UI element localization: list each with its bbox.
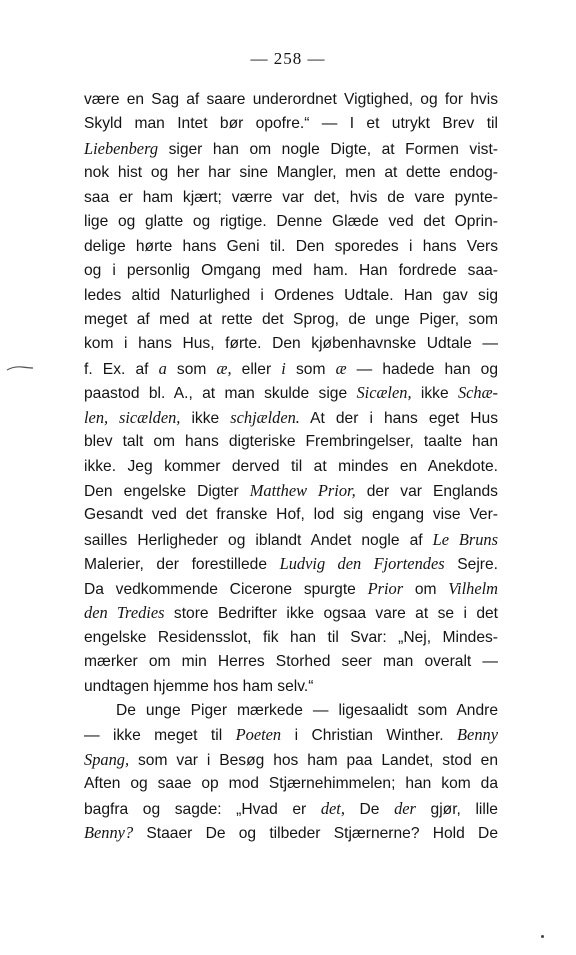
text-segment: Den engelske Digter bbox=[84, 483, 250, 500]
text-segment: være en Sag af saare underordnet Vigtighed, og for hvis bbox=[84, 91, 498, 108]
text-line bbox=[84, 626, 498, 650]
text-line bbox=[84, 552, 498, 576]
text-segment: meget af med at rette det Sprog, de unge Piger, som bbox=[84, 310, 498, 328]
text-segment: der var Englands bbox=[355, 483, 498, 500]
text-line bbox=[84, 675, 498, 699]
text-segment: Aften og saae op mod Stjærnehimmelen; han kom da bbox=[84, 775, 498, 793]
text-segment: lige og glatte og rigtige. Denne Glæde ved det Oprin- bbox=[84, 213, 498, 231]
text-segment: gjør, lille bbox=[415, 800, 498, 818]
text-line bbox=[84, 650, 498, 674]
text-segment: nok hist og her har sine Mangler, men at dette endog- bbox=[84, 164, 498, 182]
text-segment: delige hørte hans Geni til. Den sporedes i hans Vers bbox=[84, 237, 498, 255]
text-segment: De bbox=[344, 800, 395, 818]
paper-speck bbox=[541, 935, 544, 938]
text-line bbox=[84, 357, 498, 381]
text-line bbox=[84, 210, 498, 234]
text-segment: store Bedrifter ikke ogsaa vare at se i det bbox=[164, 605, 499, 623]
text-segment: sailles Herligheder og iblandt Andet nogle af bbox=[84, 531, 433, 549]
text-line bbox=[84, 821, 498, 845]
text-segment: siger han om nogle Digte, at Formen vist- bbox=[158, 140, 498, 158]
text-segment: Malerier, der forestillede bbox=[84, 556, 280, 574]
italic-name: Liebenberg bbox=[84, 138, 159, 158]
text-segment: f. Ex. af bbox=[84, 360, 159, 378]
text-segment: som bbox=[285, 360, 336, 378]
italic-name: schjælden. bbox=[230, 407, 300, 427]
text-line bbox=[84, 577, 498, 601]
text-segment: eller bbox=[231, 360, 282, 378]
text-line bbox=[84, 88, 498, 112]
page-number: — 258 — bbox=[250, 49, 326, 68]
text-segment: blev talt om hans digteriske Frembringelser, taalte han bbox=[84, 433, 498, 451]
text-segment: kom i hans Hus, førte. Den kjøbenhavnske Udtale — bbox=[84, 335, 498, 353]
italic-name: len, sicælden, bbox=[84, 407, 181, 427]
italic-name: Sicælen, bbox=[356, 383, 412, 403]
italic-name: Ludvig den Fjortendes bbox=[279, 554, 445, 574]
italic-name: Schæ- bbox=[457, 383, 499, 403]
text-segment: saa er ham kjært; værre var det, hvis de vare pynte- bbox=[84, 188, 498, 206]
text-line bbox=[84, 748, 498, 772]
text-segment: mærker om min Herres Storhed seer man overalt — bbox=[84, 653, 498, 671]
text-segment: Da vedkommende Cicerone spurgte bbox=[84, 580, 368, 598]
italic-name: det, bbox=[320, 798, 345, 818]
italic-name: æ bbox=[335, 358, 347, 378]
italic-name: Le Bruns bbox=[432, 529, 498, 549]
text-segment: undtagen hjemme hos ham selv.“ bbox=[84, 677, 314, 695]
text-line bbox=[84, 284, 498, 308]
italic-name: Prior bbox=[367, 578, 404, 598]
text-line bbox=[84, 723, 498, 747]
text-line bbox=[84, 406, 498, 430]
italic-name: Benny? bbox=[84, 823, 134, 843]
text-segment: paastod bl. A., at man skulde sige bbox=[84, 385, 357, 403]
italic-name: Spang, bbox=[84, 749, 130, 769]
text-segment: — hadede han og bbox=[346, 360, 499, 378]
italic-name: a bbox=[158, 358, 167, 378]
text-segment: engelske Residensslot, fik han til Svar: „Nej, Mindes- bbox=[84, 628, 498, 646]
text-segment: — ikke meget til bbox=[84, 727, 236, 745]
text-segment: ikke bbox=[180, 409, 231, 427]
text-line bbox=[84, 259, 498, 283]
text-line bbox=[84, 186, 498, 210]
text-line bbox=[84, 699, 498, 723]
text-line bbox=[84, 161, 498, 185]
text-segment: Gesandt ved det franske Hof, lod sig engang vise Ver- bbox=[84, 506, 498, 524]
text-segment: ikke bbox=[411, 385, 458, 403]
text-line bbox=[84, 235, 498, 259]
text-segment: At der i hans eget Hus bbox=[299, 409, 498, 427]
italic-name: æ, bbox=[216, 358, 232, 378]
italic-name: der bbox=[394, 798, 416, 818]
text-line bbox=[84, 797, 498, 821]
text-segment: De unge Piger mærkede — ligesaalidt som Andre bbox=[116, 701, 498, 719]
text-segment: bagfra og sagde: „Hvad er bbox=[84, 800, 321, 818]
italic-name: Matthew Prior, bbox=[249, 481, 356, 500]
text-segment: Skyld man Intet bør opofre.“ — I et utrykt Brev til bbox=[84, 115, 498, 133]
italic-name: i bbox=[281, 358, 286, 378]
italic-name: Vilhelm bbox=[448, 578, 499, 598]
text-line bbox=[84, 137, 498, 161]
margin-pencil-mark bbox=[6, 364, 34, 372]
text-segment: om bbox=[403, 580, 449, 598]
text-line bbox=[84, 430, 498, 454]
text-line bbox=[84, 772, 498, 796]
text-segment: og i personlig Omgang med ham. Han fordrede saa- bbox=[84, 262, 498, 280]
text-line bbox=[84, 112, 498, 136]
text-line bbox=[84, 381, 498, 405]
text-line bbox=[84, 479, 498, 503]
body-text bbox=[84, 88, 498, 846]
italic-name: Benny bbox=[457, 725, 498, 745]
text-segment: i Christian Winther. bbox=[281, 727, 458, 745]
text-line bbox=[84, 601, 498, 625]
text-line bbox=[84, 455, 498, 479]
text-segment: ledes altid Naturlighed i Ordenes Udtale. Han gav sig bbox=[84, 286, 498, 304]
text-line bbox=[84, 308, 498, 332]
text-line bbox=[84, 528, 498, 552]
text-segment: Sejre. bbox=[444, 556, 498, 574]
text-line bbox=[84, 503, 498, 527]
text-segment: Staaer De og tilbeder Stjærnerne? Hold De bbox=[133, 825, 498, 843]
text-segment: som var i Besøg hos ham paa Landet, stod en bbox=[129, 751, 498, 769]
text-segment: ikke. Jeg kommer derved til at mindes en Anekdote. bbox=[84, 457, 498, 475]
text-segment: som bbox=[166, 360, 217, 378]
text-line bbox=[84, 332, 498, 356]
italic-name: den Tredies bbox=[84, 603, 165, 623]
italic-name: Poeten bbox=[235, 725, 282, 745]
